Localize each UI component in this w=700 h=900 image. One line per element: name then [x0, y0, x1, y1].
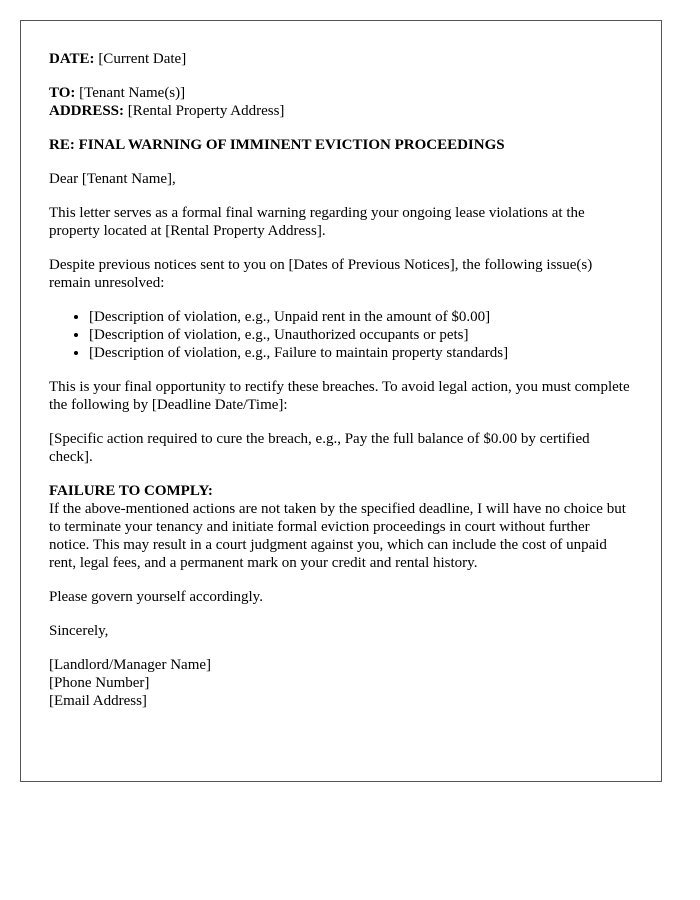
signature-email: [Email Address]	[49, 693, 147, 709]
failure-text: If the above-mentioned actions are not taken by the specified deadline, I will have no choice but to terminate your tenancy and initiate formal eviction proceedings in court without further notice. This may result in a court judgment against you, which can include the cost of unpaid rent, legal fees, and a permanent mark on your credit and rental history.	[49, 501, 626, 571]
to-label: TO:	[49, 85, 76, 101]
govern-paragraph: Please govern yourself accordingly.	[49, 589, 263, 605]
signature-phone: [Phone Number]	[49, 675, 150, 691]
signature-name: [Landlord/Manager Name]	[49, 657, 212, 673]
date-value: [Current Date]	[98, 51, 187, 67]
closing: Sincerely,	[49, 623, 109, 639]
failure-to-comply-section	[49, 482, 633, 572]
previous-notices-paragraph: Despite previous notices sent to you on [Dates of Previous Notices], the following issue(s) remain unresolved:	[49, 257, 593, 291]
list-item: • [Description of violation, e.g., Unauthorized occupants or pets]	[89, 326, 633, 344]
list-item: • [Description of violation, e.g., Failure to maintain property standards]	[89, 344, 633, 362]
address-label: ADDRESS:	[49, 103, 125, 119]
date-label: DATE:	[49, 51, 95, 67]
to-value: [Tenant Name(s)]	[79, 85, 186, 101]
failure-heading: FAILURE TO COMPLY:	[49, 483, 213, 499]
date-line	[49, 50, 633, 68]
address-line	[49, 102, 633, 120]
violations-list	[49, 308, 633, 362]
to-line	[49, 84, 633, 102]
subject-line: RE: FINAL WARNING OF IMMINENT EVICTION PROCEEDINGS	[49, 137, 505, 153]
intro-paragraph: This letter serves as a formal final warning regarding your ongoing lease violations at the property located at [Rental Property Address].	[49, 205, 585, 239]
address-value: [Rental Property Address]	[127, 103, 285, 119]
specific-action-paragraph: [Specific action required to cure the breach, e.g., Pay the full balance of $0.00 by certified check].	[49, 431, 590, 465]
list-item: • [Description of violation, e.g., Unpaid rent in the amount of $0.00]	[89, 308, 633, 326]
eviction-warning-letter	[20, 20, 662, 782]
salutation: Dear [Tenant Name],	[49, 171, 176, 187]
final-opportunity-paragraph: This is your final opportunity to rectify these breaches. To avoid legal action, you must complete the following by [Deadline Date/Time]:	[49, 379, 630, 413]
